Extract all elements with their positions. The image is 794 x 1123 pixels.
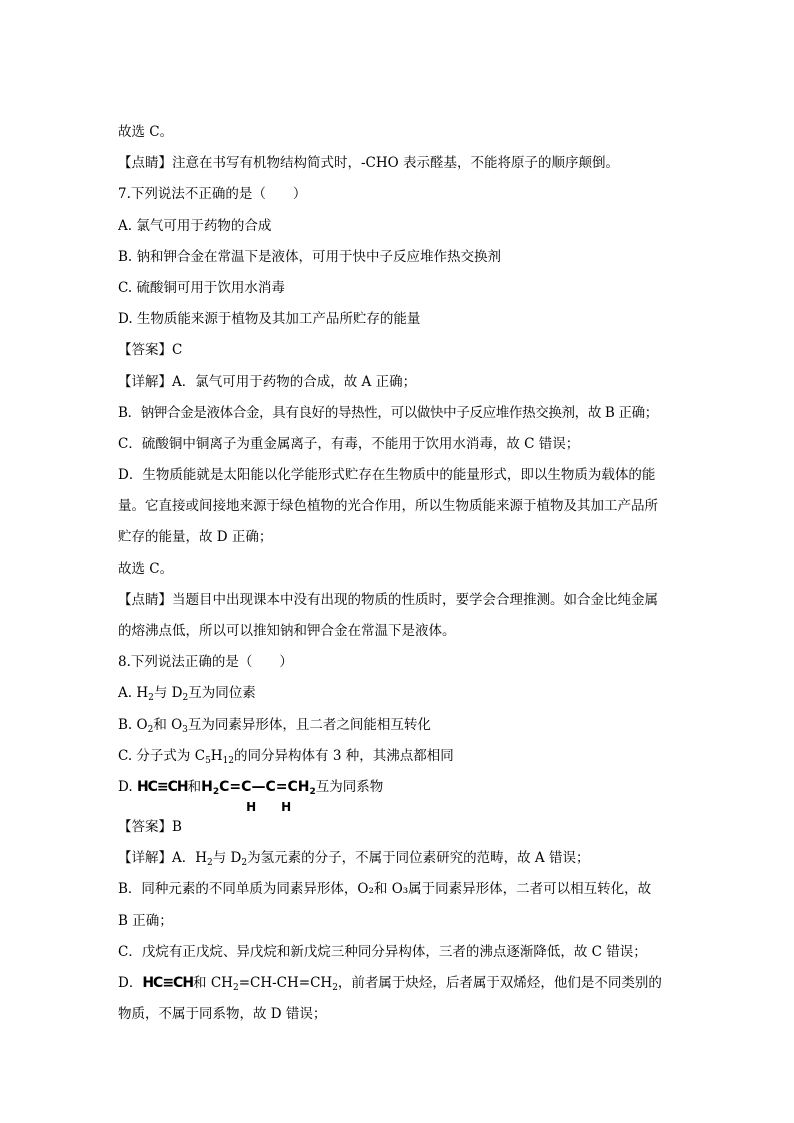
text-segment: =CH-CH=CH <box>238 974 333 991</box>
formula-atom: H <box>201 778 213 795</box>
text-line: C．戊烷有正戊烷、异戊烷和新戊烷三种同分异构体，三者的沸点逐渐降低，故 C 错误； <box>118 943 647 960</box>
text-line: 【详解】A．氯气可用于药物的合成，故 A 正确； <box>118 373 417 390</box>
option-text: B. O <box>118 716 148 733</box>
subscript: 2 <box>212 786 220 797</box>
option-text: 互为同素异形体，且二者之间能相互转化 <box>187 716 431 733</box>
question-8-option-b <box>118 715 678 746</box>
text-line <box>118 973 678 1004</box>
option-text: 互为同系物 <box>315 778 384 795</box>
text-segment: ，前者属于炔烃，后者属于双烯烃，他们是不同类别的 <box>337 974 662 991</box>
acetylene-formula: HC≡CH <box>142 974 194 991</box>
question-8-stem: 8.下列说法正确的是（ ） <box>118 654 293 671</box>
formula-bond: = <box>229 778 242 795</box>
butadiene-structural-formula <box>201 778 316 814</box>
formula-atom: C <box>219 778 230 795</box>
option-text: 和 O <box>153 716 183 733</box>
option-text: 的同分异构体有 3 种，其沸点都相同 <box>234 747 454 764</box>
text-line <box>118 848 678 879</box>
text-line: B 正确； <box>118 912 173 929</box>
question-8-answer: 【答案】B <box>118 818 182 835</box>
subscript: 12 <box>222 755 235 766</box>
text-line: 贮存的能量，故 D 正确； <box>118 529 273 546</box>
text-line: B．钠钾合金是液体合金，具有良好的导热性，可以做快中子反应堆作热交换剂，故 B 正确； <box>118 404 658 421</box>
question-7-answer: 【答案】C <box>118 342 183 359</box>
question-7-option-c: C. 硫酸铜可用于饮用水消毒 <box>118 279 285 296</box>
text-line: 的熔沸点低，所以可以推知钠和钾合金在常温下是液体。 <box>118 623 456 639</box>
question-8-option-a <box>118 683 678 714</box>
text-segment: 与 D <box>212 850 242 867</box>
question-8-option-c <box>118 746 678 777</box>
option-text: A. H <box>118 685 149 702</box>
text-line: 故选 C。 <box>118 124 174 140</box>
text-line: C．硫酸铜中铜离子为重金属离子，有毒，不能用于饮用水消毒，故 C 错误； <box>118 435 580 452</box>
question-7-option-d: D. 生物质能来源于植物及其加工产品所贮存的能量 <box>118 311 421 328</box>
subscript: 2 <box>232 982 239 993</box>
formula-atom: C <box>241 778 252 795</box>
text-segment: 【详解】A．H <box>118 850 208 867</box>
subscript: 2 <box>332 982 338 993</box>
formula-atom: H <box>246 799 257 814</box>
question-7-option-b: B. 钠和钾合金在常温下是液体，可用于快中子反应堆作热交换剂 <box>118 248 502 265</box>
text-line: 量。它直接或间接地来源于绿色植物的光合作用，所以生物质能来源于植物及其加工产品所 <box>118 498 658 515</box>
option-text: C. 分子式为 C <box>118 747 206 764</box>
subscript: 2 <box>309 786 316 797</box>
option-text: 互为同位素 <box>188 685 256 702</box>
subscript: 3 <box>182 724 188 735</box>
text-line: D．生物质能就是太阳能以化学能形式贮存在生物质中的能量形式，即以生物质为载体的能 <box>118 467 656 484</box>
text-segment: 和 CH <box>193 974 233 991</box>
option-text: 和 <box>187 778 202 795</box>
subscript: 5 <box>205 755 211 766</box>
subscript: 2 <box>182 693 189 704</box>
subscript: 2 <box>241 858 248 869</box>
formula-atom: CH <box>287 778 310 795</box>
subscript: 2 <box>147 724 154 735</box>
document-page <box>118 122 678 1035</box>
subscript: 2 <box>148 693 154 704</box>
question-7-stem: 7.下列说法不正确的是（ ） <box>118 186 307 203</box>
formula-bond: = <box>275 778 288 795</box>
option-text: 与 D <box>153 685 183 702</box>
formula-bond: — <box>251 778 266 795</box>
option-text: D. <box>118 778 133 795</box>
acetylene-formula: HC≡CH <box>136 778 188 795</box>
text-line: B．同种元素的不同单质为同素异形体，O₂和 O₃属于同素异形体，二者可以相互转化，故 <box>118 881 652 898</box>
option-text: H <box>210 747 223 764</box>
text-line: 故选 C。 <box>118 560 174 577</box>
subscript: 2 <box>207 858 213 869</box>
question-7-option-a: A. 氯气可用于药物的合成 <box>118 217 272 234</box>
text-line: 【点睛】注意在书写有机物结构简式时，-CHO 表示醛基，不能将原子的顺序颠倒。 <box>118 155 620 172</box>
question-8-option-d <box>118 777 678 813</box>
formula-atom: C <box>265 778 276 795</box>
text-line: 【点睛】当题目中出现课本中没有出现的物质的性质时，要学会合理推测。如合金比纯金属 <box>118 591 658 608</box>
formula-atom: H <box>281 799 292 814</box>
text-segment: 为氢元素的分子，不属于同位素研究的范畴，故 A 错误； <box>247 850 590 867</box>
text-segment: D． <box>118 974 143 991</box>
text-line: 物质，不属于同系物，故 D 错误； <box>118 1006 327 1023</box>
